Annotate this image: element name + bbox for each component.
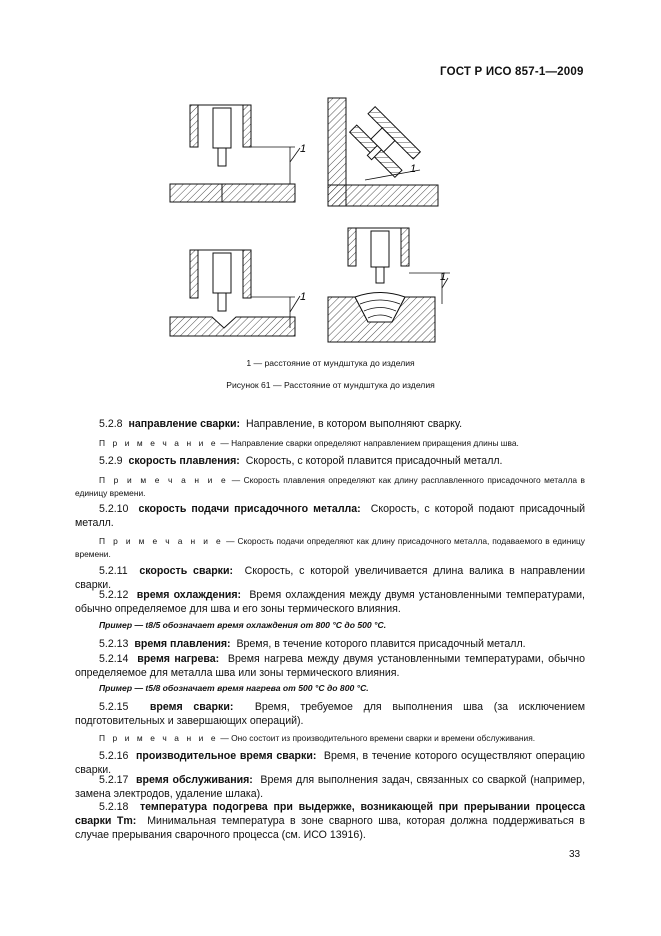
view-flat-plate (170, 105, 306, 202)
page-number: 33 (569, 849, 581, 860)
view-fillet-joint (328, 98, 438, 206)
term-5-2-13: 5.2.13 время плавления: Время, в течение которого плавится присадочный металл. (99, 638, 526, 650)
term-5-2-9: 5.2.9 скорость плавления: Скорость, с которой плавится присадочный металл. (99, 455, 503, 467)
term-5-2-18: 5.2.18 температура подогрева при выдержке, возникающей при прерывании процесса сварки Tm: Минимальная температура в зоне сварного шва, которая должна поддерживаться в случае прерывания сварочного процесса (см. ИСО 13916). (75, 801, 585, 841)
note-5-2-10: П р и м е ч а н и е — Скорость подачи определяют как длину присадочного металла, подаваемого в единицу времени. (75, 536, 585, 559)
note-5-2-8: П р и м е ч а н и е — Направление сварки определяют направлением приращения длины шва. (99, 438, 519, 448)
view-v-groove (328, 228, 450, 342)
term-5-2-11: 5.2.11 скорость сварки: Скорость, с которой увеличивается длина валика в направлении сварки. (75, 565, 586, 591)
term-definition: Направление, в котором выполняют сварку. (245, 418, 463, 430)
nozzle-distance-drawing (150, 90, 450, 365)
term-5-2-10: 5.2.10 скорость подачи присадочного металла: Скорость, с которой подают присадочный металл. (75, 503, 585, 529)
term-number: 5.2.8 (99, 418, 123, 430)
example-5-2-14: Пример — t5/8 обозначает время нагрева от 500 °С до 800 °С. (99, 683, 369, 693)
view-butt-joint (170, 250, 306, 336)
term-5-2-8 (75, 417, 609, 431)
term-5-2-15: 5.2.15 время сварки: Время, требуемое для выполнения шва (за исключением подготовительных и завершающих операций). (75, 701, 586, 727)
term-5-2-17: 5.2.17 время обслуживания: Время для выполнения задач, связанных со сваркой (например, замена электродов, удаление шлака). (75, 774, 586, 800)
term-5-2-16: 5.2.16 производительное время сварки: Время, в течение которого осуществляют операцию сварки. (75, 750, 585, 776)
standard-header: ГОСТ Р ИСО 857-1—2009 (440, 66, 584, 78)
term-5-2-14: 5.2.14 время нагрева: Время нагрева между двумя установленными температурами, обычно определяемое для металла шва или зоны термического влияния. (75, 653, 585, 679)
term-5-2-12: 5.2.12 время охлаждения: Время охлаждения между двумя установленными температурами, обычно определяемое для шва и его зоны термического влияния. (75, 589, 585, 615)
note-5-2-15: П р и м е ч а н и е — Оно состоит из производительного времени сварки и времени обслуживания. (99, 733, 536, 743)
example-5-2-12: Пример — t8/5 обозначает время охлаждения от 800 °С до 500 °С. (99, 620, 387, 630)
svg-text:1: 1 (410, 163, 417, 175)
figure-legend: 1 — расстояние от мундштука до изделия (246, 358, 415, 368)
svg-text:1: 1 (300, 291, 307, 303)
svg-text:1: 1 (440, 271, 447, 283)
term-name: направление сварки: (128, 418, 241, 430)
figure-caption: Рисунок 61 — Расстояние от мундштука до изделия (226, 380, 435, 390)
svg-text:1: 1 (300, 143, 307, 155)
note-5-2-9: П р и м е ч а н и е — Скорость плавления определяют как длину расплавленного присадочного металла в единицу времени. (75, 475, 585, 498)
figure-61 (150, 90, 450, 365)
